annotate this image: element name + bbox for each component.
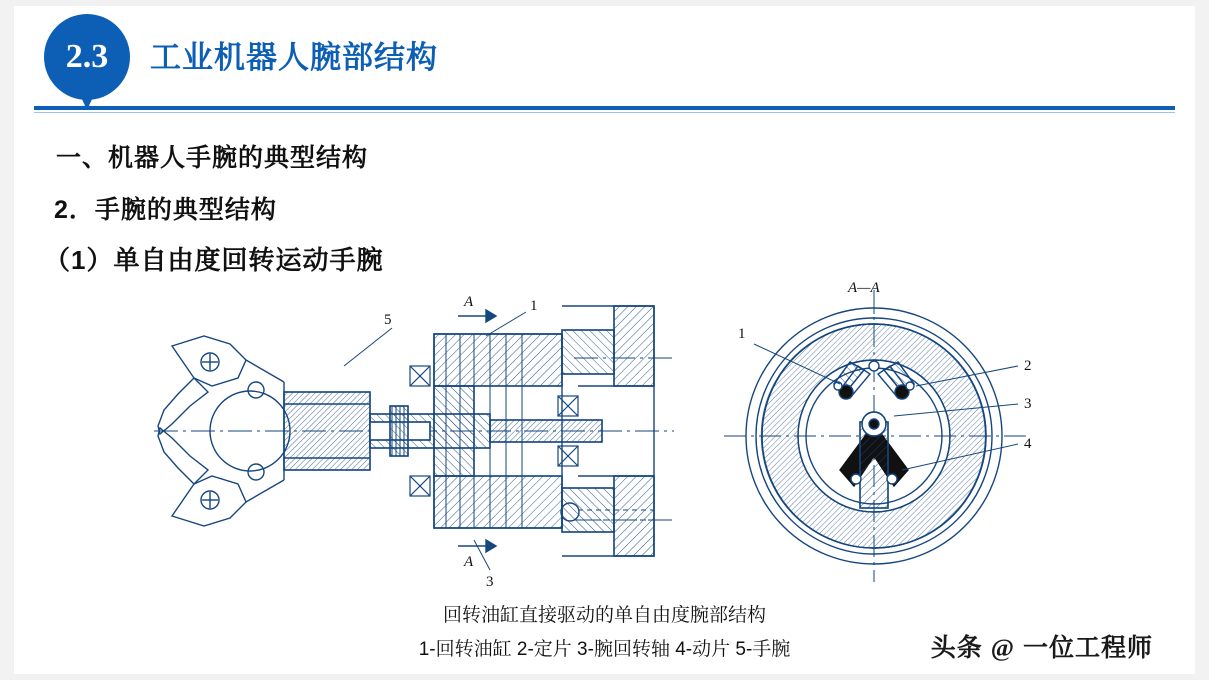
- section-number: 2.3: [65, 38, 109, 75]
- callout-5: 5: [384, 312, 392, 328]
- section-mark-top: A: [464, 294, 474, 310]
- callout-3: 3: [486, 574, 494, 590]
- aa-callout-1: 1: [738, 326, 746, 342]
- header-divider-thin: [34, 112, 1175, 113]
- header-divider: [34, 106, 1175, 110]
- section-view-aa: [724, 290, 1026, 582]
- slide: [14, 6, 1195, 674]
- aa-callout-3: 3: [1024, 396, 1032, 412]
- body-line-3: （1）单自由度回转运动手腕: [44, 245, 384, 275]
- body-line-2: 2．手腕的典型结构: [54, 196, 277, 224]
- figure-caption-legend: 1-回转油缸 2-定片 3-腕回转轴 4-动片 5-手腕: [418, 639, 791, 660]
- aa-callout-2: 2: [1024, 358, 1032, 374]
- technical-drawing: [134, 274, 1094, 604]
- page-title: 工业机器人腕部结构: [150, 40, 438, 75]
- watermark-at-icon: @: [990, 635, 1016, 662]
- drawing-svg: [134, 274, 1094, 604]
- aa-callout-4: 4: [1024, 436, 1032, 452]
- section-mark-bottom: A: [464, 554, 474, 570]
- slide-header: [14, 6, 1195, 114]
- watermark-prefix: 头条: [930, 634, 983, 662]
- figure-caption-title: 回转油缸直接驱动的单自由度腕部结构: [442, 605, 766, 626]
- watermark: [931, 628, 1153, 664]
- watermark-name: 一位工程师: [1022, 634, 1153, 662]
- body-line-1: 一、机器人手腕的典型结构: [56, 144, 369, 172]
- section-view-title: A—A: [848, 280, 880, 296]
- callout-1: 1: [530, 298, 538, 314]
- left-elevation-view: [154, 306, 674, 570]
